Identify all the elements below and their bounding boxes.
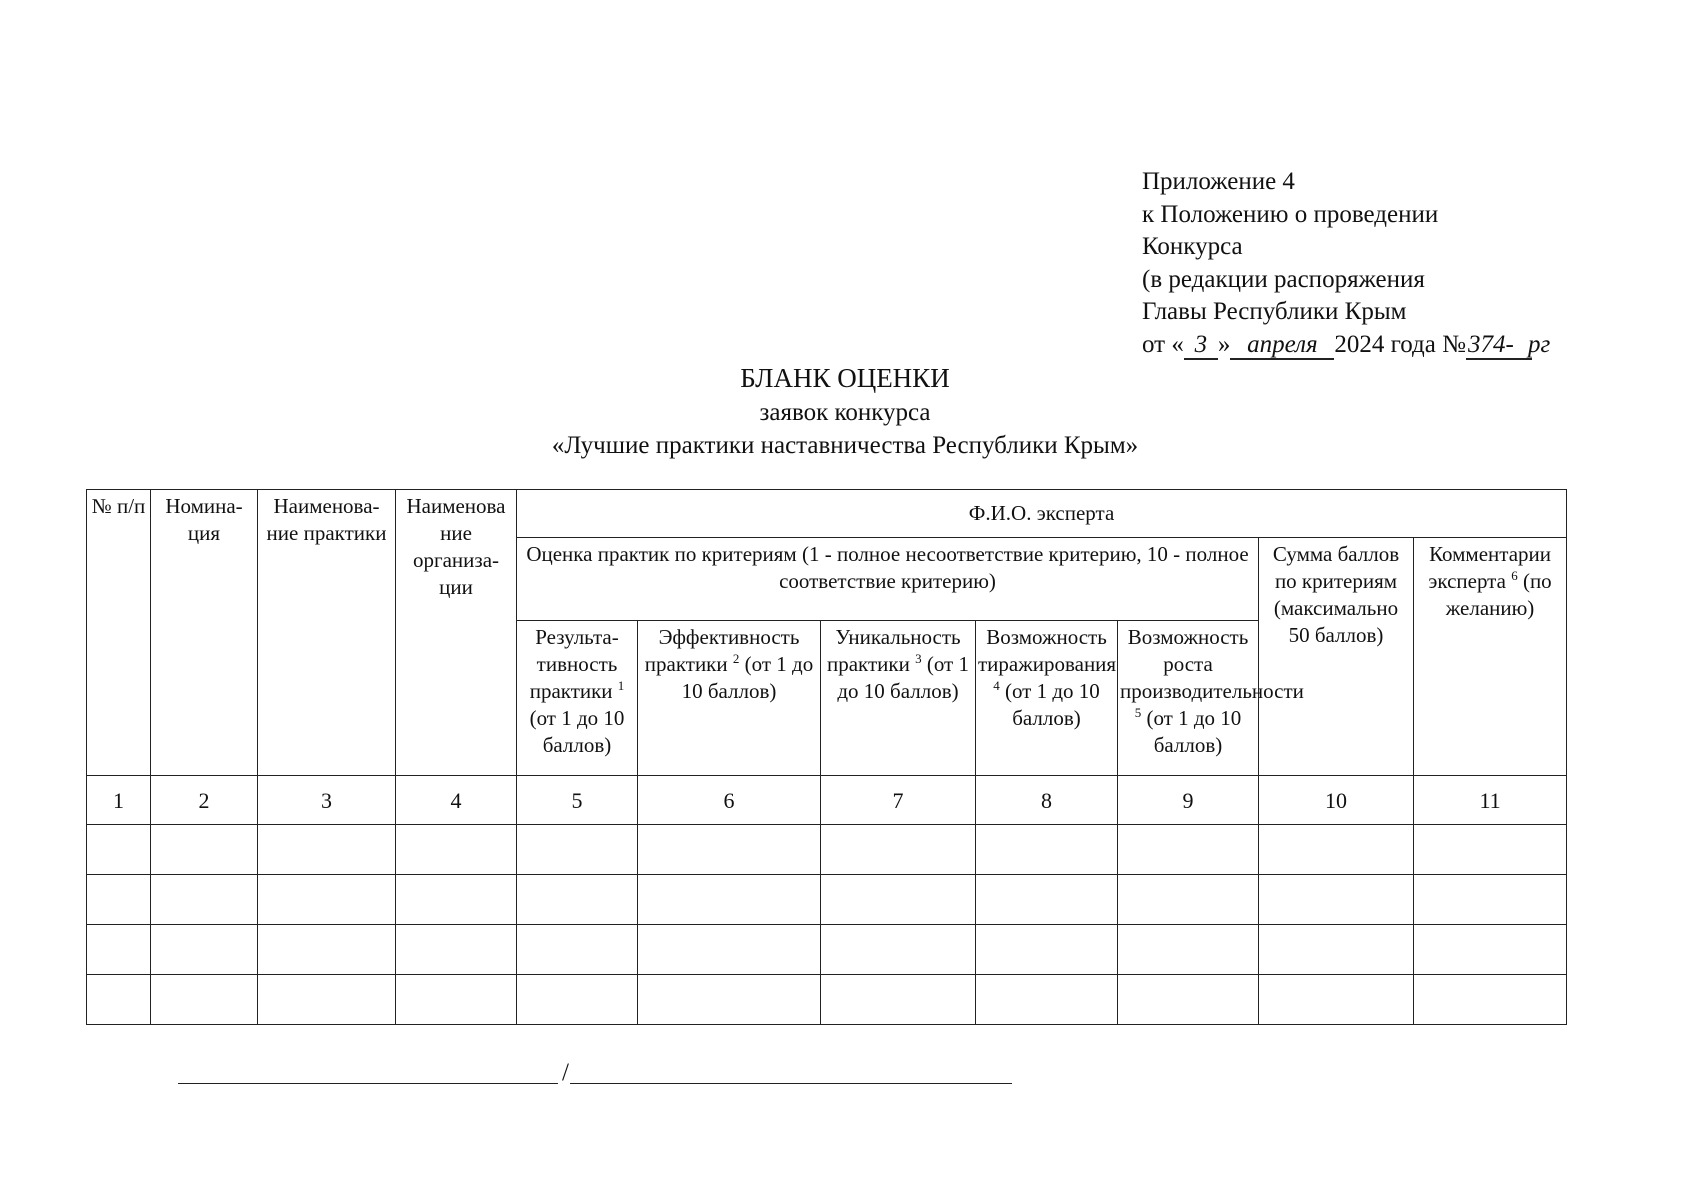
signature-separator: /: [562, 1059, 569, 1086]
table-cell: [396, 825, 517, 875]
table-cell: [258, 825, 396, 875]
table-row: [87, 975, 1567, 1025]
table-cell: [1414, 875, 1567, 925]
table-cell: [638, 975, 821, 1025]
column-number: 5: [517, 776, 638, 825]
column-number: 6: [638, 776, 821, 825]
table-cell: [821, 875, 976, 925]
table-cell: [976, 975, 1118, 1025]
table-cell: [976, 875, 1118, 925]
criterion-label: Возможность роста производительности: [1120, 625, 1304, 703]
year-text: 2024 года №: [1334, 330, 1466, 358]
table-cell: [976, 825, 1118, 875]
table-cell: [517, 825, 638, 875]
column-number: 2: [151, 776, 258, 825]
table-cell: [87, 875, 151, 925]
column-number-row: [87, 776, 1567, 825]
column-number: 7: [821, 776, 976, 825]
header-sum: Сумма баллов по критериям (максимально 50 баллов): [1259, 538, 1414, 776]
header-criteria-group: Оценка практик по критериям (1 - полное несоответствие критерию, 10 - полное соответствие критерию): [517, 538, 1259, 621]
table-cell: [976, 925, 1118, 975]
column-number: 8: [976, 776, 1118, 825]
column-number: 10: [1259, 776, 1414, 825]
annex-line: Конкурса: [1142, 233, 1243, 260]
header-criterion-efficiency: [638, 621, 821, 776]
table-cell: [1414, 975, 1567, 1025]
header-comments-text: Комментарии эксперта: [1428, 542, 1552, 593]
table-cell: [517, 925, 638, 975]
table-cell: [638, 875, 821, 925]
table-cell: [638, 925, 821, 975]
table-cell: [638, 825, 821, 875]
header-criterion-uniqueness: [821, 621, 976, 776]
contest-name: «Лучшие практики наставничества Республики Крым»: [551, 432, 1139, 459]
table-cell: [1259, 825, 1414, 875]
table-cell: [1118, 825, 1259, 875]
table-cell: [1259, 925, 1414, 975]
table-cell: [87, 825, 151, 875]
footnote-mark: 1: [617, 678, 625, 693]
table-cell: [151, 925, 258, 975]
header-comments-tail: (по желанию): [1445, 569, 1552, 620]
table-cell: [151, 975, 258, 1025]
annex-header: [1142, 166, 1550, 361]
table-row: [87, 875, 1567, 925]
table-cell: [396, 925, 517, 975]
form-title: БЛАНК ОЦЕНКИ: [740, 363, 950, 393]
header-organization: Наименова ние организа-ции: [396, 490, 517, 776]
table-cell: [1118, 875, 1259, 925]
table-cell: [258, 875, 396, 925]
table-cell: [517, 875, 638, 925]
header-comments: [1414, 538, 1567, 776]
criterion-range: (от 1 до 10 баллов): [1146, 706, 1242, 757]
table-cell: [1118, 925, 1259, 975]
criterion-range: (от 1 до 10 баллов): [681, 652, 814, 703]
table-cell: [517, 975, 638, 1025]
form-subtitle: заявок конкурса: [759, 399, 931, 426]
header-nomination: Номина-ция: [151, 490, 258, 776]
header-criterion-replicability: [976, 621, 1118, 776]
table-cell: [258, 975, 396, 1025]
table-cell: [87, 975, 151, 1025]
criterion-range: (от 1 до 10 баллов): [1004, 679, 1100, 730]
criterion-label: Результа-тивность практики: [529, 625, 619, 703]
table-cell: [396, 875, 517, 925]
signature-line: [178, 1083, 558, 1084]
handwritten-month: апреля: [1230, 332, 1334, 360]
header-criterion-productivity: [1118, 621, 1304, 776]
signature-name-line: [570, 1083, 1012, 1084]
table-cell: [151, 825, 258, 875]
criterion-label: Возможность тиражирования: [978, 625, 1117, 676]
table-cell: [821, 925, 976, 975]
annex-line: Главы Республики Крым: [1142, 298, 1407, 325]
table-row: [87, 825, 1567, 875]
header-criterion-effectiveness: [517, 621, 638, 776]
handwritten-number-suffix: рг: [1527, 330, 1551, 358]
annex-line: Приложение 4: [1142, 168, 1295, 195]
column-number: 3: [258, 776, 396, 825]
footnote-mark: 3: [915, 651, 922, 666]
table-cell: [1259, 975, 1414, 1025]
criterion-label: Уникальность практики: [827, 625, 961, 676]
handwritten-number: 374-: [1466, 332, 1532, 360]
criterion-label: Эффективность практики: [644, 625, 800, 676]
table-cell: [396, 975, 517, 1025]
evaluation-table: [86, 489, 1567, 1025]
table-cell: [258, 925, 396, 975]
blank-rows: [87, 825, 1567, 1025]
header-practice-name: Наименова-ние практики: [258, 490, 396, 776]
footnote-mark: 5: [1134, 705, 1142, 720]
column-number: 11: [1414, 776, 1567, 825]
criterion-range: (от 1 до 10 баллов): [529, 706, 625, 757]
annex-line: (в редакции распоряжения: [1142, 265, 1425, 293]
table-cell: [87, 925, 151, 975]
column-number: 9: [1118, 776, 1259, 825]
table-cell: [151, 875, 258, 925]
table-cell: [1259, 875, 1414, 925]
annex-date-line: [1142, 329, 1550, 362]
annex-line: к Положению о проведении: [1142, 200, 1439, 228]
table-row: [87, 925, 1567, 975]
table-cell: [821, 825, 976, 875]
footnote-mark: 2: [732, 651, 740, 666]
header-number: № п/п: [87, 490, 151, 776]
handwritten-day: 3: [1184, 332, 1218, 360]
column-number: 4: [396, 776, 517, 825]
footnote-mark: 4: [993, 678, 1000, 693]
column-number: 1: [87, 776, 151, 825]
signature-block: [178, 1054, 1012, 1084]
table-cell: [1414, 925, 1567, 975]
day-close: »: [1217, 330, 1231, 358]
table-cell: [1414, 825, 1567, 875]
criterion-range: (от 1 до 10 баллов): [837, 652, 969, 703]
header-expert-name: Ф.И.О. эксперта: [517, 490, 1567, 538]
table-cell: [821, 975, 976, 1025]
table-cell: [1118, 975, 1259, 1025]
footnote-mark: 6: [1511, 568, 1518, 583]
date-prefix: от «: [1142, 330, 1184, 358]
